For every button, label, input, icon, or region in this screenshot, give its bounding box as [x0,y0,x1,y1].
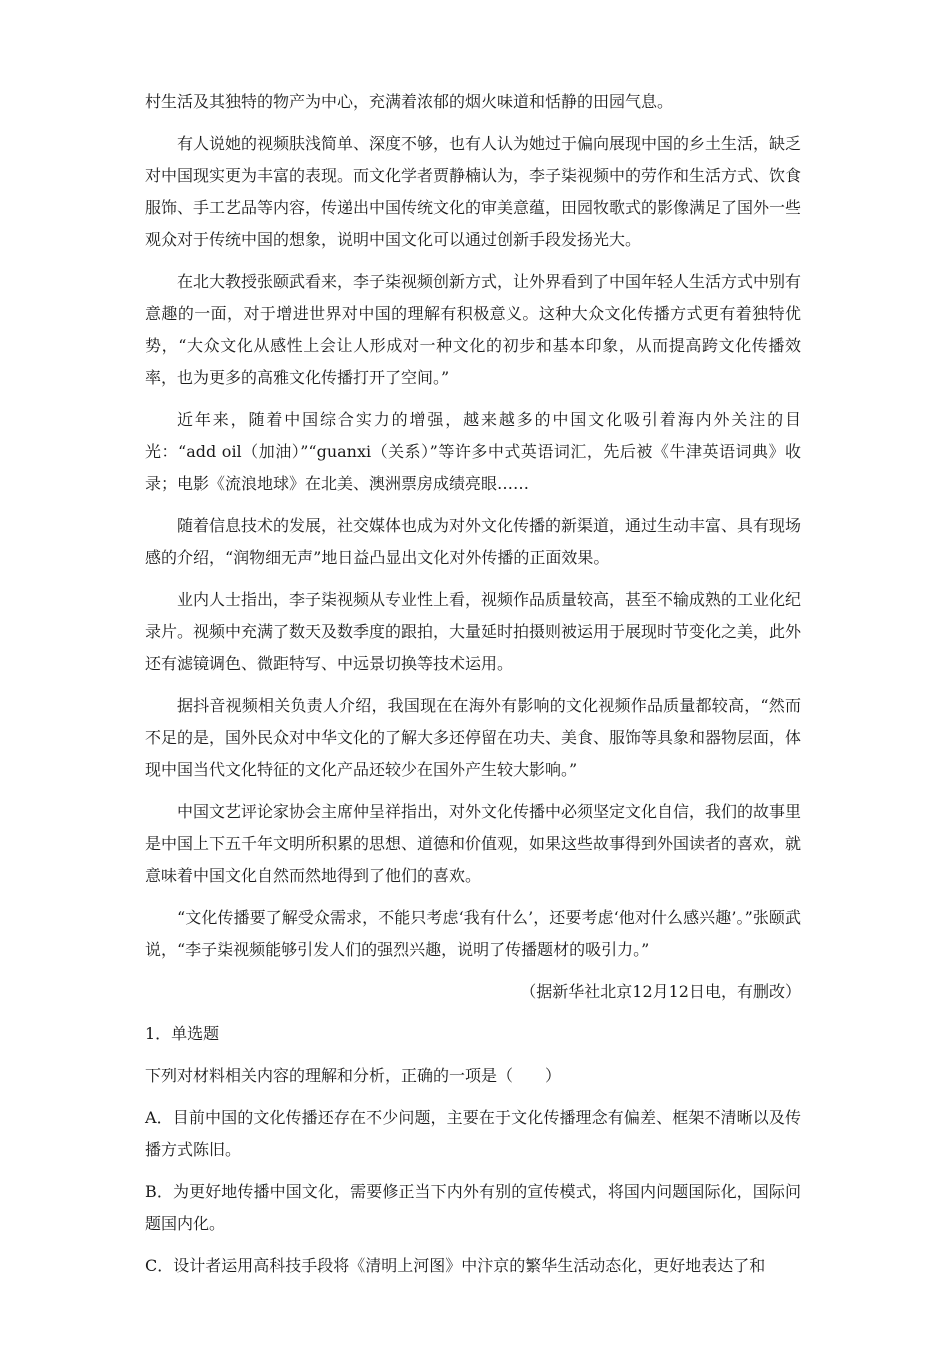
option-b: B．为更好地传播中国文化，需要修正当下内外有别的宣传模式，将国内问题国际化，国际问题国内化。 [145,1182,801,1233]
document-page [145,86,801,1292]
article-paragraph: 近年来，随着中国综合实力的增强，越来越多的中国文化吸引着海内外关注的目光：“add oil（加油）”“guanxi（关系）”等许多中式英语词汇，先后被《牛津英语词典》收录；电影《流浪地球》在北美、澳洲票房成绩亮眼…… [145,410,801,493]
question-heading: 1．单选题 [145,1024,220,1043]
article-paragraph: 据抖音视频相关负责人介绍，我国现在在海外有影响的文化视频作品质量都较高，“然而不足的是，国外民众对中华文化的了解大多还停留在功夫、美食、服饰等具象和器物层面，体现中国当代文化特征的文化产品还较少在国外产生较大影响。” [145,696,802,779]
article-paragraph: “文化传播要了解受众需求，不能只考虑‘我有什么’，还要考虑‘他对什么感兴趣’。”张颐武说，“李子柒视频能够引发人们的强烈兴趣，说明了传播题材的吸引力。” [145,908,801,959]
article-source: （据新华社北京12月12日电，有删改） [520,982,801,1001]
article-paragraph: 村生活及其独特的物产为中心，充满着浓郁的烟火味道和恬静的田园气息。 [145,92,674,111]
article-paragraph: 随着信息技术的发展，社交媒体也成为对外文化传播的新渠道，通过生动丰富、具有现场感的介绍，“润物细无声”地日益凸显出文化对外传播的正面效果。 [145,516,802,567]
article-paragraph: 中国文艺评论家协会主席仲呈祥指出，对外文化传播中必须坚定文化自信，我们的故事里是中国上下五千年文明所积累的思想、道德和价值观，如果这些故事得到外国读者的喜欢，就意味着中国文化自然而然地得到了他们的喜欢。 [145,802,802,885]
article-paragraph: 业内人士指出，李子柒视频从专业性上看，视频作品质量较高，甚至不输成熟的工业化纪录片。视频中充满了数天及数季度的跟拍，大量延时拍摄则被运用于展现时节变化之美，此外还有滤镜调色、微距特写、中远景切换等技术运用。 [145,590,802,673]
option-c: C．设计者运用高科技手段将《清明上河图》中汴京的繁华生活动态化，更好地表达了和 [145,1256,766,1275]
option-a: A．目前中国的文化传播还存在不少问题，主要在于文化传播理念有偏差、框架不清晰以及传播方式陈旧。 [145,1108,801,1159]
article-paragraph: 有人说她的视频肤浅简单、深度不够，也有人认为她过于偏向展现中国的乡土生活，缺乏对中国现实更为丰富的表现。而文化学者贾静楠认为，李子柒视频中的劳作和生活方式、饮食服饰、手工艺品等内容，传递出中国传统文化的审美意蕴，田园牧歌式的影像满足了国外一些观众对于传统中国的想象，说明中国文化可以通过创新手段发扬光大。 [145,134,802,249]
question-stem: 下列对材料相关内容的理解和分析，正确的一项是（ ） [145,1066,562,1085]
article-paragraph: 在北大教授张颐武看来，李子柒视频创新方式，让外界看到了中国年轻人生活方式中别有意趣的一面，对于增进世界对中国的理解有积极意义。这种大众文化传播方式更有着独特优势，“大众文化从感性上会让人形成对一种文化的初步和基本印象，从而提高跨文化传播效率，也为更多的高雅文化传播打开了空间。” [145,272,802,387]
